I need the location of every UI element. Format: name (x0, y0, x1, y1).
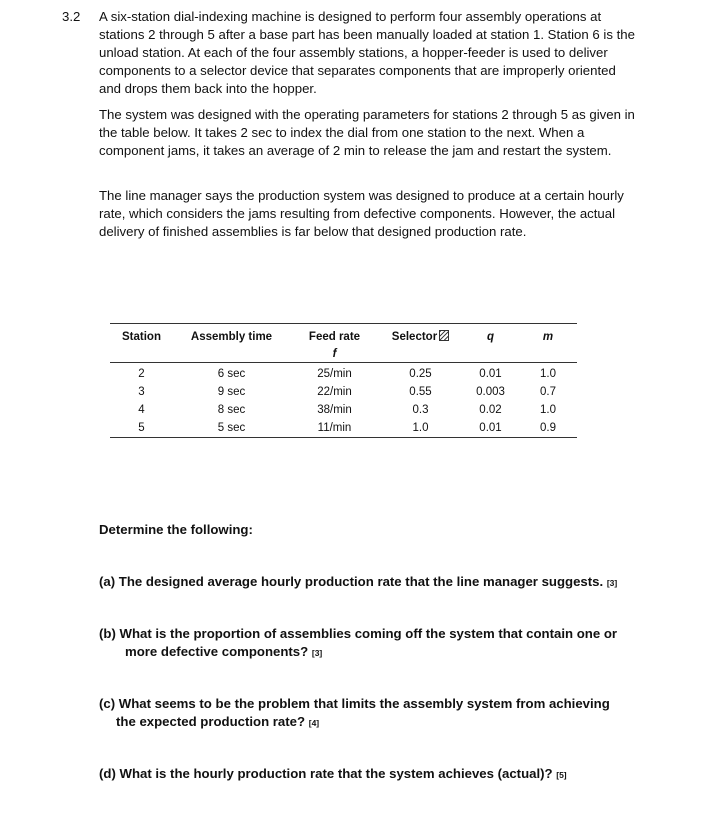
cell-selector: 0.3 (412, 404, 429, 416)
cell-feed-rate: 22/min (317, 386, 352, 398)
question-c-text-line1: (c) What seems to be the problem that limits the assembly system from achieving (99, 696, 610, 711)
cell-q: 0.003 (476, 386, 505, 398)
problem-paragraph-3: The line manager says the production system was designed to produce at a certain hourly rate, which considers the jams resulting from defective components. However, the actual delivery of finished assemblies is far below that designed production rate. (99, 188, 624, 239)
problem-paragraph-1: A six-station dial-indexing machine is designed to perform four assembly operations at stations 2 through 5 after a base part has been manually loaded at station 1. Station 6 is the unload station. At each of the four assembly stations, a hopper-feeder is used to deliver components to a selector device that separates components that are improperly oriented and drops them back into the hopper. (99, 9, 635, 96)
question-a (99, 573, 639, 592)
question-c-marks: [4] (308, 718, 320, 728)
cell-station: 3 (138, 386, 145, 398)
question-b-text-line2: more defective components? (125, 644, 309, 659)
header-feed-rate: Feed rate (290, 324, 379, 347)
question-c-continuation (99, 713, 639, 732)
table-subheader-row (110, 346, 577, 363)
cell-feed-rate: 11/min (290, 419, 379, 438)
cell-selector: 1.0 (379, 419, 462, 438)
cell-m: 1.0 (540, 368, 556, 380)
question-d-text: (d) What is the hourly production rate that the system achieves (actual)? (99, 766, 553, 781)
cell-station: 5 (110, 419, 173, 438)
table-header-row (110, 324, 577, 347)
table-row (110, 419, 577, 438)
question-d (99, 765, 639, 784)
cell-q: 0.02 (479, 404, 502, 416)
problem-paragraph-2: The system was designed with the operating parameters for stations 2 through 5 as given in the table below. It takes 2 sec to index the dial from one station to the next. When a component jams, it takes an average of 2 min to release the jam and restart the system. (99, 107, 635, 158)
cell-feed-rate: 25/min (317, 368, 352, 380)
cell-assembly-time: 5 sec (173, 419, 290, 438)
header-station: Station (110, 324, 173, 347)
cell-m: 0.7 (540, 386, 556, 398)
station-parameters-table (110, 323, 577, 438)
header-m: m (519, 324, 577, 347)
cell-station: 4 (138, 404, 145, 416)
question-b-marks: [3] (311, 648, 323, 658)
header-selector-label: Selector (391, 331, 438, 343)
questions-intro: Determine the following: (99, 522, 253, 537)
cell-assembly-time: 6 sec (217, 368, 246, 380)
question-d-marks: [5] (556, 770, 567, 780)
header-assembly-time: Assembly time (173, 324, 290, 347)
cell-station: 2 (138, 368, 145, 380)
cell-assembly-time: 8 sec (217, 404, 246, 416)
question-b (99, 625, 639, 662)
question-b-text-line1: (b) What is the proportion of assemblies coming off the system that contain one or (99, 626, 618, 641)
cell-m: 1.0 (540, 404, 556, 416)
question-c-text-line2: the expected production rate? (116, 714, 306, 729)
question-b-continuation (99, 643, 639, 662)
header-selector (379, 324, 462, 347)
table-row (110, 401, 577, 419)
table-row (110, 363, 577, 384)
table-row (110, 383, 577, 401)
problem-number: 3.2 (62, 9, 81, 24)
cell-q: 0.01 (479, 368, 502, 380)
question-c (99, 695, 639, 732)
header-feed-rate-symbol: f (290, 346, 379, 363)
cell-m: 0.9 (519, 419, 577, 438)
cell-feed-rate: 38/min (317, 404, 352, 416)
cell-q: 0.01 (462, 419, 519, 438)
selector-symbol-placeholder-icon (439, 330, 449, 341)
cell-selector: 0.25 (409, 368, 432, 380)
cell-assembly-time: 9 sec (217, 386, 246, 398)
header-q: q (462, 324, 519, 347)
question-a-marks: [3] (606, 578, 618, 588)
cell-selector: 0.55 (409, 386, 432, 398)
question-a-text: (a) The designed average hourly production rate that the line manager suggests. (99, 574, 604, 589)
